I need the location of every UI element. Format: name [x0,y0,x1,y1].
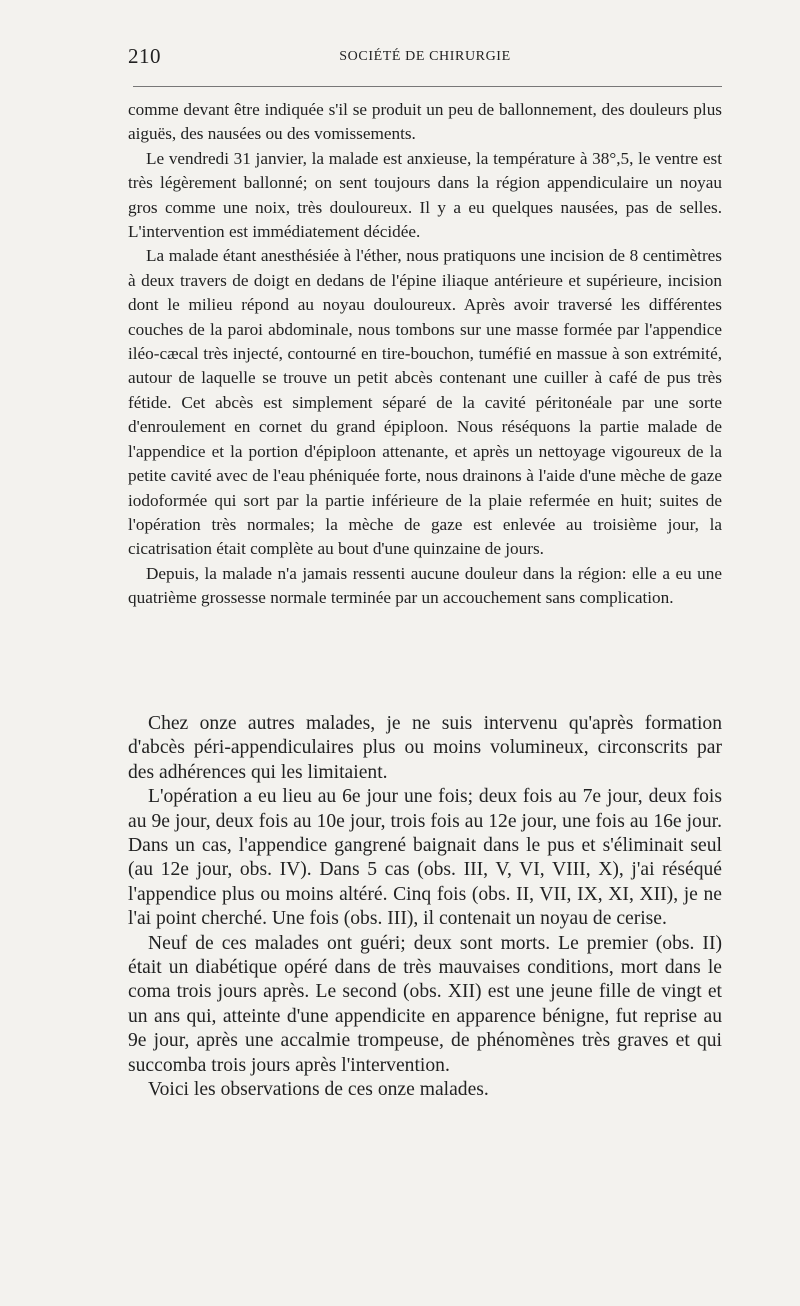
paragraph: L'opération a eu lieu au 6e jour une fois; deux fois au 7e jour, deux fois au 9e jour, deux fois au 10e jour, trois fois au 12e jour, une fois au 16e jour. Dans un cas, l'appendice gangrené baignait dans le pus et s'éliminait seul (au 12e jour, obs. IV). Dans 5 cas (obs. III, V, VI, VIII, X), j'ai réséqué l'appendice plus ou moins altéré. Cinq fois (obs. II, VII, IX, XI, XII), je ne l'ai point cherché. Une fois (obs. III), il contenait un noyau de cerise. [128,786,722,930]
paragraph: Voici les observations de ces onze malades. [148,1079,489,1101]
paragraph: Depuis, la malade n'a jamais ressenti aucune douleur dans la région: elle a eu une quatrième grossesse normale terminée par un accouchement sans complication. [128,563,722,608]
paragraph: Neuf de ces malades ont guéri; deux sont morts. Le premier (obs. II) était un diabétique opéré dans de très mauvaises conditions, mort dans le coma trois jours après. Le second (obs. XII) est une jeune fille de vingt et un ans qui, atteinte d'une appendicite en apparence bénigne, fut reprise au 9e jour, après une accalmie trompeuse, de phénomènes très graves et qui succomba trois jours après l'intervention. [128,932,722,1076]
running-title: SOCIÉTÉ DE CHIRURGIE [339,49,511,64]
case-report-text [128,98,722,611]
page-header [128,44,722,72]
paragraph: comme devant être indiquée s'il se produit un peu de ballonnement, des douleurs plus aiguës, des nausées ou des vomissements. [128,100,722,144]
paragraph: Le vendredi 31 janvier, la malade est anxieuse, la température à 38°,5, le ventre est très légèrement ballonné; on sent toujours dans la région appendiculaire un noyau gros comme une noix, très douloureux. Il y a eu quelques nausées, pas de selles. L'intervention est immédiatement décidée. [128,148,722,242]
header-rule [133,86,722,87]
page-number: 210 [128,44,161,68]
paragraph: Chez onze autres malades, je ne suis intervenu qu'après formation d'abcès péri-appendiculaires plus ou moins volumineux, circonscrits par des adhérences qui les limitaient. [128,713,722,783]
main-text [128,712,722,1103]
paragraph: La malade étant anesthésiée à l'éther, nous pratiquons une incision de 8 centimètres à deux travers de doigt en dedans de l'épine iliaque antérieure et supérieure, incision dont le milieu répond au noyau douloureux. Après avoir traversé les différentes couches de la paroi abdominale, nous tombons sur une masse formée par l'appendice iléo-cæcal très injecté, contourné en tire-bouchon, tuméfié en massue à son extrémité, autour de laquelle se trouve un petit abcès contenant une cuiller à café de pus très fétide. Cet abcès est simplement séparé de la cavité péritonéale par une sorte d'enroulement en cornet du grand épiploon. Nous réséquons la partie malade de l'appendice et la portion d'épiploon attenante, et après un nettoyage vigoureux de la petite cavité avec de l'eau phéniquée forte, nous drainons à l'aide d'une mèche de gaze iodoformée qui sort par la partie inférieure de la plaie refermée en huit; suites de l'opération très normales; la mèche de gaze est enlevée au troisième jour, la cicatrisation était complète au bout d'une quinzaine de jours. [128,246,722,559]
